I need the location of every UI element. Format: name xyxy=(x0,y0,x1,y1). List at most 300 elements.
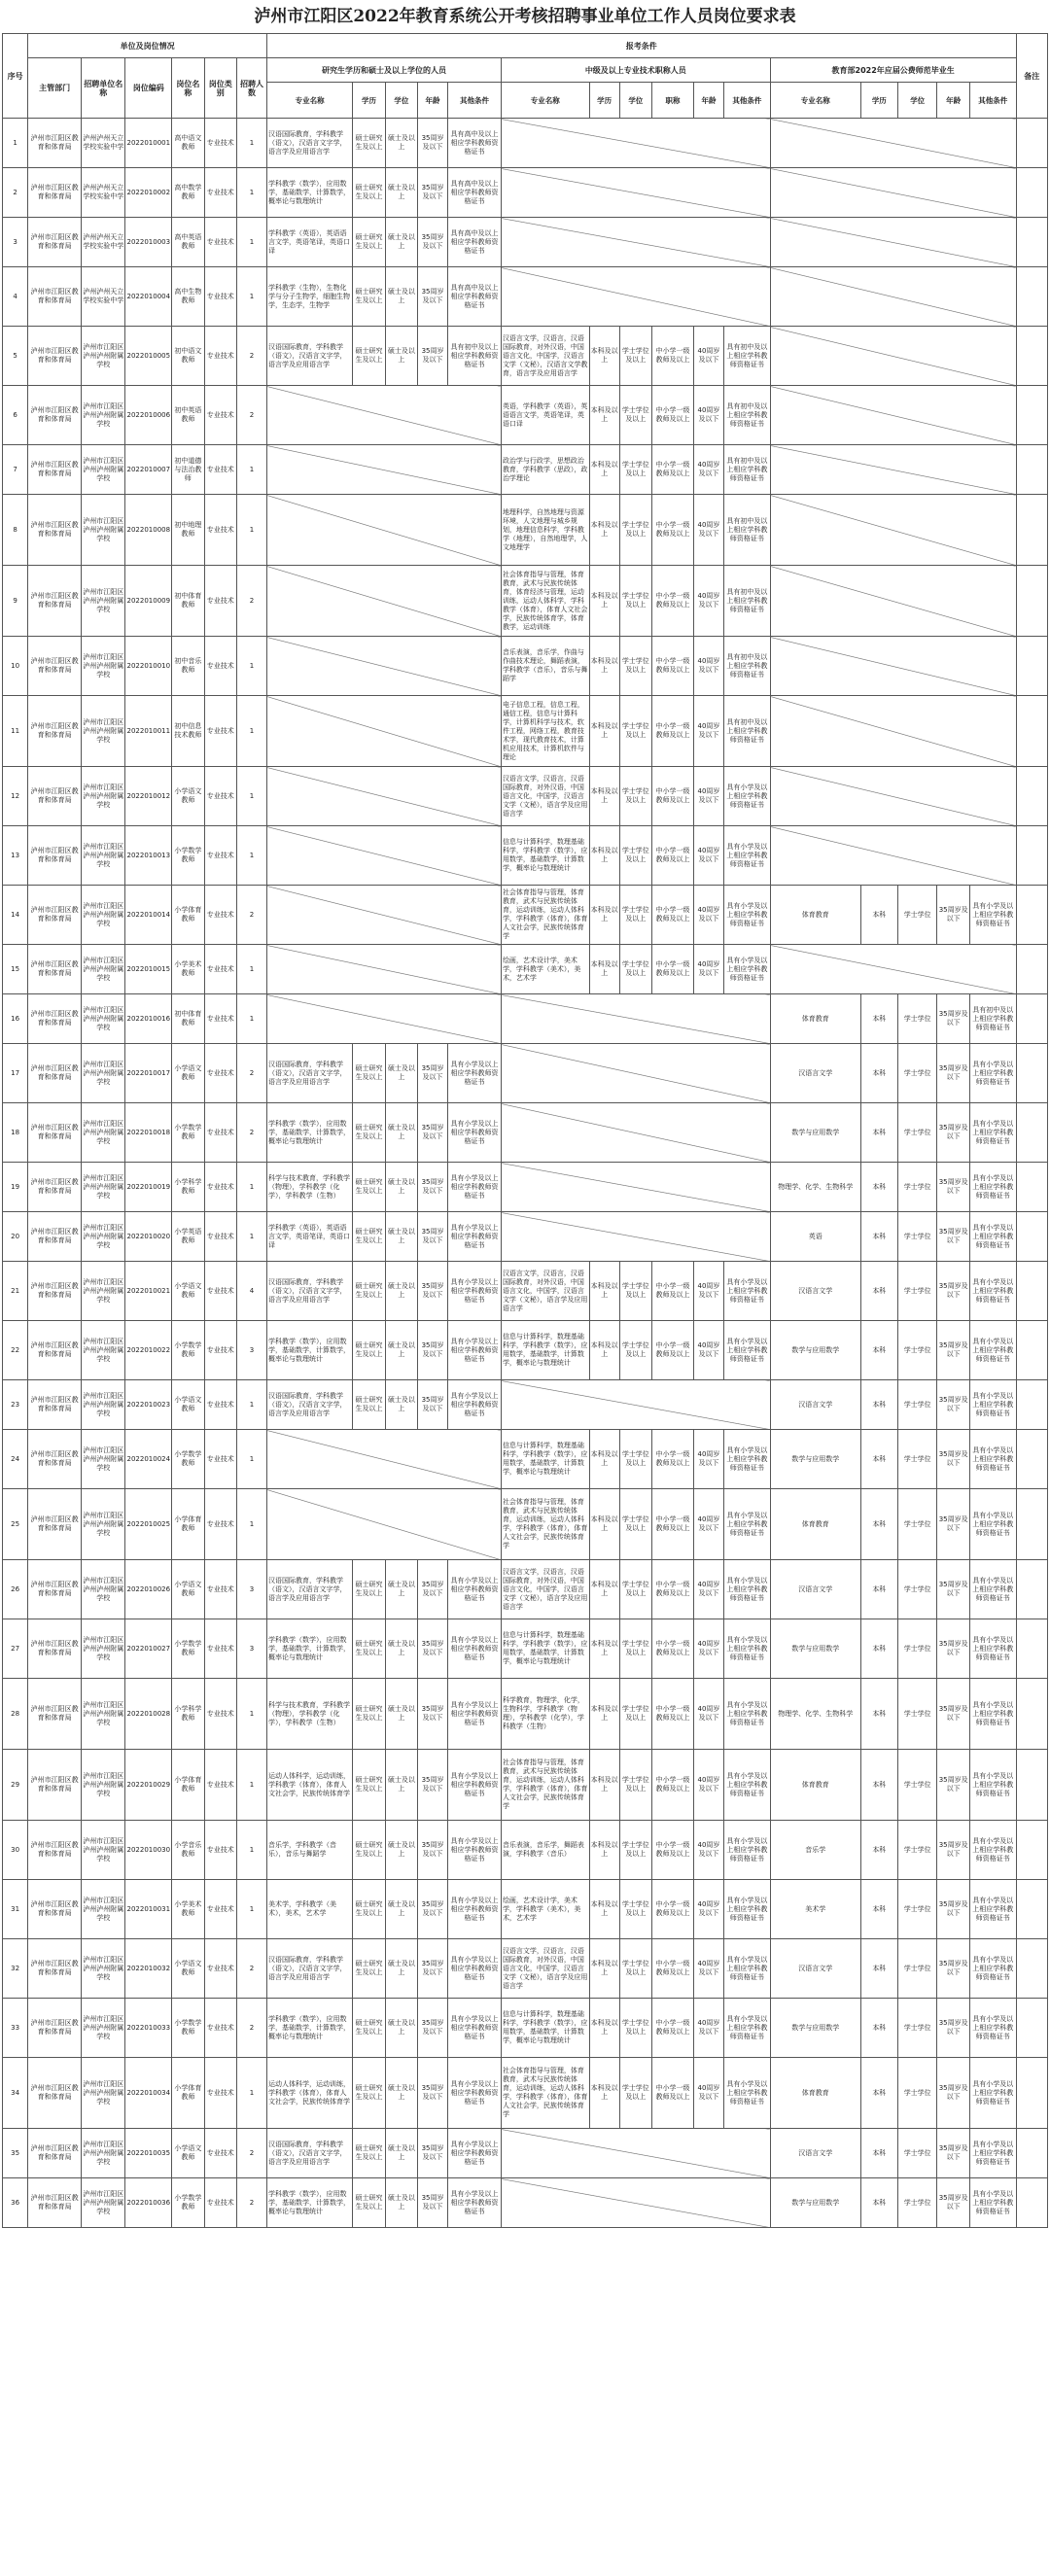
cell-major-1: 汉语国际教育，学科教学（语文），汉语言文字学，语言学及应用语言学 xyxy=(266,2129,352,2178)
cell-unit: 泸州市江阳区泸州泸州附属学校 xyxy=(82,327,125,386)
cell-major-2: 信息与计算科学，数理基础科学，学科教学（数学），应用数学，基础数学，计算数学，概率论与数理统计 xyxy=(501,826,589,886)
cell-other-3: 具有小学及以上相应学科教师资格证书 xyxy=(969,1489,1016,1560)
cell-major-2: 汉语言文学，汉语言，汉语国际教育，对外汉语，中国语言文化，中国学，汉语言文学（文秘），语言学及应用语言学 xyxy=(501,767,589,826)
cell-count: 1 xyxy=(236,168,266,218)
cell-other-3: 具有小学及以上相应学科教师资格证书 xyxy=(969,1163,1016,1212)
cell-degree-1: 硕士及以上 xyxy=(385,2129,417,2178)
cell-dept: 泸州市江阳区教育和体育局 xyxy=(28,994,82,1044)
cell-count: 1 xyxy=(236,1489,266,1560)
cell-age-3: 35周岁及以下 xyxy=(937,1679,969,1750)
cell-major-2: 信息与计算科学，数理基础科学，学科教学（数学），应用数学，基础数学，计算数学，概率论与数理统计 xyxy=(501,1321,589,1380)
cell-degree-3: 学士学位 xyxy=(897,1750,937,1821)
cell-other-3: 具有小学及以上相应学科教师资格证书 xyxy=(969,1560,1016,1619)
cell-other-2: 具有初中及以上相应学科教师资格证书 xyxy=(723,327,770,386)
col-degree-3: 学位 xyxy=(897,83,937,119)
cell-dept: 泸州市江阳区教育和体育局 xyxy=(28,637,82,696)
cell-other-3: 具有小学及以上相应学科教师资格证书 xyxy=(969,2058,1016,2129)
cell-dept: 泸州市江阳区教育和体育局 xyxy=(28,767,82,826)
cell-major-3: 美术学 xyxy=(770,1880,860,1939)
cell-post-name: 初中英语教师 xyxy=(172,386,204,445)
cell-title-2: 中小学一级教师及以上 xyxy=(652,1489,694,1560)
cell-seq: 15 xyxy=(3,945,28,994)
cell-seq: 16 xyxy=(3,994,28,1044)
col-age-2: 年龄 xyxy=(693,83,723,119)
cell-degree-1: 硕士及以上 xyxy=(385,1880,417,1939)
cell-count: 1 xyxy=(236,1380,266,1430)
cell-other-3: 具有初中及以上相应学科教师资格证书 xyxy=(969,994,1016,1044)
cell-dept: 泸州市江阳区教育和体育局 xyxy=(28,826,82,886)
cell-unit: 泸州市江阳区泸州泸州附属学校 xyxy=(82,1163,125,1212)
cell-seq: 31 xyxy=(3,1880,28,1939)
cell-other-3: 具有小学及以上相应学科教师资格证书 xyxy=(969,1212,1016,1262)
cell-code: 2022010010 xyxy=(125,637,172,696)
cell-dept: 泸州市江阳区教育和体育局 xyxy=(28,2178,82,2228)
col-edu-3: 学历 xyxy=(860,83,897,119)
cell-code: 2022010024 xyxy=(125,1430,172,1489)
cell-other-3: 具有小学及以上相应学科教师资格证书 xyxy=(969,1103,1016,1163)
cell-edu-3: 本科 xyxy=(860,1044,897,1103)
cell-other-2: 具有小学及以上相应学科教师资格证书 xyxy=(723,1679,770,1750)
cell-post-name: 小学语文教师 xyxy=(172,1939,204,1999)
cell-major-2: 社会体育指导与管理，体育教育，武术与民族传统体育，运动训练，运动人体科学，学科教学（体育），体育人文社会学，民族传统体育学 xyxy=(501,1489,589,1560)
cell-dept: 泸州市江阳区教育和体育局 xyxy=(28,1999,82,2058)
cell-count: 1 xyxy=(236,826,266,886)
cell-degree-3: 学士学位 xyxy=(897,1939,937,1999)
table-row xyxy=(3,945,1048,994)
cell-code: 2022010019 xyxy=(125,1163,172,1212)
cell-age-3: 35周岁及以下 xyxy=(937,1999,969,2058)
cell-major-2: 音乐表演，音乐学，舞蹈表演，学科教学（音乐） xyxy=(501,1821,589,1880)
cell-edu-1: 硕士研究生及以上 xyxy=(353,1679,385,1750)
table-row xyxy=(3,566,1048,637)
cell-code: 2022010025 xyxy=(125,1489,172,1560)
cell-age-3: 35周岁及以下 xyxy=(937,1750,969,1821)
cell-title-2: 中小学一级教师及以上 xyxy=(652,1679,694,1750)
cell-unit: 泸州泸州天立学校实验中学 xyxy=(82,267,125,327)
cell-major-1: 汉语国际教育，学科教学（语文），汉语言文字学，语言学及应用语言学 xyxy=(266,1380,352,1430)
table-body xyxy=(3,119,1048,2228)
cell-major-2: 地理科学，自然地理与资源环境，人文地理与城乡规划，地理信息科学，学科教学（地理），自然地理学，人文地理学 xyxy=(501,495,589,566)
cell-edu-1: 硕士研究生及以上 xyxy=(353,2178,385,2228)
cell-seq: 4 xyxy=(3,267,28,327)
cell-edu-3: 本科 xyxy=(860,1821,897,1880)
cell-other-1: 具有小学及以上相应学科教师资格证书 xyxy=(448,1262,502,1321)
col-dept: 主管部门 xyxy=(28,58,82,119)
table-row xyxy=(3,1489,1048,1560)
cell-unit: 泸州市江阳区泸州泸州附属学校 xyxy=(82,696,125,767)
cell-other-2: 具有小学及以上相应学科教师资格证书 xyxy=(723,945,770,994)
col-edu-1: 学历 xyxy=(353,83,385,119)
cell-count: 3 xyxy=(236,1321,266,1380)
cell-other-2: 具有小学及以上相应学科教师资格证书 xyxy=(723,1821,770,1880)
cell-degree-1: 硕士及以上 xyxy=(385,1939,417,1999)
cell-major-3: 音乐学 xyxy=(770,1821,860,1880)
cell-seq: 28 xyxy=(3,1679,28,1750)
cell-count: 2 xyxy=(236,1103,266,1163)
cell-dept: 泸州市江阳区教育和体育局 xyxy=(28,445,82,495)
cell-seq: 27 xyxy=(3,1619,28,1679)
cell-degree-3: 学士学位 xyxy=(897,1999,937,2058)
cell-age-1: 35周岁及以下 xyxy=(418,1103,448,1163)
cell-other-3: 具有小学及以上相应学科教师资格证书 xyxy=(969,1880,1016,1939)
table-row xyxy=(3,826,1048,886)
cell-other-1: 具有小学及以上相应学科教师资格证书 xyxy=(448,1880,502,1939)
cell-remarks xyxy=(1016,1821,1047,1880)
cell-other-2: 具有小学及以上相应学科教师资格证书 xyxy=(723,1430,770,1489)
cell-major-1: 运动人体科学，运动训练，学科教学（体育），体育人文社会学，民族传统体育学 xyxy=(266,1750,352,1821)
cell-age-2: 40周岁及以下 xyxy=(693,1750,723,1821)
cell-count: 1 xyxy=(236,445,266,495)
cell-other-1: 具有初中及以上相应学科教师资格证书 xyxy=(448,327,502,386)
table-row xyxy=(3,1163,1048,1212)
cell-code: 2022010031 xyxy=(125,1880,172,1939)
cell-age-2: 40周岁及以下 xyxy=(693,1262,723,1321)
cell-grad-na xyxy=(266,767,501,826)
cell-post-type: 专业技术 xyxy=(204,119,236,168)
cell-dept: 泸州市江阳区教育和体育局 xyxy=(28,267,82,327)
cell-post-name: 小学体育教师 xyxy=(172,2058,204,2129)
cell-count: 1 xyxy=(236,1212,266,1262)
cell-code: 2022010016 xyxy=(125,994,172,1044)
cell-edu-1: 硕士研究生及以上 xyxy=(353,1880,385,1939)
cell-titled-na xyxy=(501,1163,770,1212)
cell-edu-2: 本科及以上 xyxy=(589,1262,619,1321)
cell-title-2: 中小学一级教师及以上 xyxy=(652,1262,694,1321)
cell-dept: 泸州市江阳区教育和体育局 xyxy=(28,1750,82,1821)
cell-major-1: 学科教学（英语），英语语言文学，英语笔译，英语口译 xyxy=(266,1212,352,1262)
cell-post-type: 专业技术 xyxy=(204,1163,236,1212)
cell-age-1: 35周岁及以下 xyxy=(418,1044,448,1103)
cell-seq: 11 xyxy=(3,696,28,767)
cell-other-2: 具有初中及以上相应学科教师资格证书 xyxy=(723,445,770,495)
cell-dept: 泸州市江阳区教育和体育局 xyxy=(28,1103,82,1163)
cell-grad-na xyxy=(266,566,501,637)
cell-title-2: 中小学一级教师及以上 xyxy=(652,1619,694,1679)
cell-major-1: 汉语国际教育，学科教学（语文），汉语言文字学，语言学及应用语言学 xyxy=(266,1939,352,1999)
cell-other-1: 具有小学及以上相应学科教师资格证书 xyxy=(448,2178,502,2228)
cell-post-type: 专业技术 xyxy=(204,2178,236,2228)
cell-major-1: 汉语国际教育，学科教学（语文），汉语言文字学，语言学及应用语言学 xyxy=(266,327,352,386)
cell-edu-1: 硕士研究生及以上 xyxy=(353,218,385,267)
cell-major-1: 学科教学（英语），英语语言文学，英语笔译，英语口译 xyxy=(266,218,352,267)
cell-remarks xyxy=(1016,1939,1047,1999)
cell-remarks xyxy=(1016,1212,1047,1262)
cell-count: 2 xyxy=(236,1939,266,1999)
cell-age-1: 35周岁及以下 xyxy=(418,1560,448,1619)
cell-age-1: 35周岁及以下 xyxy=(418,1380,448,1430)
cell-age-2: 40周岁及以下 xyxy=(693,826,723,886)
col-post-name: 岗位名称 xyxy=(172,58,204,119)
cell-seq: 23 xyxy=(3,1380,28,1430)
cell-edu-2: 本科及以上 xyxy=(589,2058,619,2129)
cell-grad-na xyxy=(266,445,501,495)
cell-dept: 泸州市江阳区教育和体育局 xyxy=(28,1560,82,1619)
cell-grad-na xyxy=(266,886,501,945)
cell-titled-na xyxy=(501,218,770,267)
cell-unit: 泸州市江阳区泸州泸州附属学校 xyxy=(82,994,125,1044)
col-major-3: 专业名称 xyxy=(770,83,860,119)
cell-unit: 泸州市江阳区泸州泸州附属学校 xyxy=(82,637,125,696)
cell-normal-na xyxy=(770,696,1016,767)
cell-major-1: 学科教学（数学），应用数学，基础数学，计算数学，概率论与数理统计 xyxy=(266,1999,352,2058)
cell-seq: 29 xyxy=(3,1750,28,1821)
cell-edu-3: 本科 xyxy=(860,1380,897,1430)
col-post-type: 岗位类别 xyxy=(204,58,236,119)
cell-degree-2: 学士学位及以上 xyxy=(619,1750,651,1821)
cell-major-1: 学科教学（数学），应用数学，基础数学，计算数学，概率论与数理统计 xyxy=(266,1619,352,1679)
cell-other-2: 具有小学及以上相应学科教师资格证书 xyxy=(723,1619,770,1679)
cell-code: 2022010033 xyxy=(125,1999,172,2058)
cell-other-2: 具有小学及以上相应学科教师资格证书 xyxy=(723,1489,770,1560)
cell-post-type: 专业技术 xyxy=(204,1619,236,1679)
cell-dept: 泸州市江阳区教育和体育局 xyxy=(28,327,82,386)
cell-degree-3: 学士学位 xyxy=(897,1163,937,1212)
table-row xyxy=(3,1262,1048,1321)
cell-degree-2: 学士学位及以上 xyxy=(619,696,651,767)
cell-edu-1: 硕士研究生及以上 xyxy=(353,1103,385,1163)
cell-other-1: 具有小学及以上相应学科教师资格证书 xyxy=(448,1999,502,2058)
cell-other-3: 具有小学及以上相应学科教师资格证书 xyxy=(969,1750,1016,1821)
cell-code: 2022010007 xyxy=(125,445,172,495)
cell-major-3: 汉语言文学 xyxy=(770,2129,860,2178)
cell-degree-1: 硕士及以上 xyxy=(385,1999,417,2058)
cell-other-3: 具有小学及以上相应学科教师资格证书 xyxy=(969,2178,1016,2228)
cell-other-2: 具有小学及以上相应学科教师资格证书 xyxy=(723,1750,770,1821)
col-unit: 招聘单位名称 xyxy=(82,58,125,119)
cell-edu-3: 本科 xyxy=(860,2178,897,2228)
cell-degree-2: 学士学位及以上 xyxy=(619,637,651,696)
table-row xyxy=(3,1619,1048,1679)
cell-remarks xyxy=(1016,1679,1047,1750)
cell-title-2: 中小学一级教师及以上 xyxy=(652,1750,694,1821)
cell-degree-3: 学士学位 xyxy=(897,2178,937,2228)
cell-edu-1: 硕士研究生及以上 xyxy=(353,1163,385,1212)
cell-post-name: 小学语文教师 xyxy=(172,767,204,826)
cell-major-2: 信息与计算科学，数理基础科学，学科教学（数学），应用数学，基础数学，计算数学，概率论与数理统计 xyxy=(501,1999,589,2058)
cell-degree-2: 学士学位及以上 xyxy=(619,826,651,886)
cell-other-1: 具有小学及以上相应学科教师资格证书 xyxy=(448,1939,502,1999)
cell-unit: 泸州市江阳区泸州泸州附属学校 xyxy=(82,767,125,826)
cell-dept: 泸州市江阳区教育和体育局 xyxy=(28,386,82,445)
cell-age-1: 35周岁及以下 xyxy=(418,327,448,386)
cell-normal-na xyxy=(770,267,1016,327)
cell-edu-2: 本科及以上 xyxy=(589,886,619,945)
cell-major-1: 汉语国际教育，学科教学（语文），汉语言文字学，语言学及应用语言学 xyxy=(266,1560,352,1619)
col-age-3: 年龄 xyxy=(937,83,969,119)
cell-edu-2: 本科及以上 xyxy=(589,1999,619,2058)
cell-age-3: 35周岁及以下 xyxy=(937,994,969,1044)
cell-seq: 21 xyxy=(3,1262,28,1321)
table-row xyxy=(3,327,1048,386)
cell-major-2: 信息与计算科学，数理基础科学，学科教学（数学），应用数学，基础数学，计算数学，概率论与数理统计 xyxy=(501,1619,589,1679)
cell-post-type: 专业技术 xyxy=(204,218,236,267)
cell-unit: 泸州市江阳区泸州泸州附属学校 xyxy=(82,1212,125,1262)
cell-degree-3: 学士学位 xyxy=(897,1619,937,1679)
cell-major-1: 学科教学（数学），应用数学，基础数学，计算数学，概率论与数理统计 xyxy=(266,168,352,218)
cell-major-3: 体育教育 xyxy=(770,994,860,1044)
cell-edu-1: 硕士研究生及以上 xyxy=(353,2058,385,2129)
cell-degree-3: 学士学位 xyxy=(897,1679,937,1750)
cell-major-3: 体育教育 xyxy=(770,2058,860,2129)
cell-title-2: 中小学一级教师及以上 xyxy=(652,945,694,994)
cell-code: 2022010034 xyxy=(125,2058,172,2129)
cell-major-3: 汉语言文学 xyxy=(770,1044,860,1103)
cell-seq: 34 xyxy=(3,2058,28,2129)
cell-major-1: 运动人体科学，运动训练，学科教学（体育），体育人文社会学，民族传统体育学 xyxy=(266,2058,352,2129)
cell-other-1: 具有高中及以上相应学科教师资格证书 xyxy=(448,168,502,218)
cell-seq: 6 xyxy=(3,386,28,445)
cell-age-1: 35周岁及以下 xyxy=(418,1999,448,2058)
cell-code: 2022010017 xyxy=(125,1044,172,1103)
cell-major-3: 数学与应用数学 xyxy=(770,1999,860,2058)
cell-title-2: 中小学一级教师及以上 xyxy=(652,767,694,826)
cell-post-name: 小学数学教师 xyxy=(172,2178,204,2228)
cell-post-type: 专业技术 xyxy=(204,386,236,445)
cell-title-2: 中小学一级教师及以上 xyxy=(652,445,694,495)
cell-age-1: 35周岁及以下 xyxy=(418,1619,448,1679)
cell-edu-3: 本科 xyxy=(860,994,897,1044)
cell-post-type: 专业技术 xyxy=(204,1939,236,1999)
cell-other-1: 具有小学及以上相应学科教师资格证书 xyxy=(448,1619,502,1679)
cell-edu-1: 硕士研究生及以上 xyxy=(353,119,385,168)
cell-degree-2: 学士学位及以上 xyxy=(619,1880,651,1939)
cell-age-1: 35周岁及以下 xyxy=(418,1939,448,1999)
cell-grad-na xyxy=(266,994,501,1044)
cell-seq: 35 xyxy=(3,2129,28,2178)
cell-grad-na xyxy=(266,1489,501,1560)
table-row xyxy=(3,1750,1048,1821)
cell-major-3: 汉语言文学 xyxy=(770,1939,860,1999)
cell-count: 1 xyxy=(236,2058,266,2129)
table-row xyxy=(3,886,1048,945)
cell-post-type: 专业技术 xyxy=(204,994,236,1044)
cell-seq: 12 xyxy=(3,767,28,826)
cell-dept: 泸州市江阳区教育和体育局 xyxy=(28,886,82,945)
cell-seq: 24 xyxy=(3,1430,28,1489)
cell-other-1: 具有小学及以上相应学科教师资格证书 xyxy=(448,2058,502,2129)
cell-count: 2 xyxy=(236,1999,266,2058)
cell-other-1: 具有小学及以上相应学科教师资格证书 xyxy=(448,1750,502,1821)
cell-other-3: 具有小学及以上相应学科教师资格证书 xyxy=(969,1619,1016,1679)
cell-age-2: 40周岁及以下 xyxy=(693,945,723,994)
cell-post-type: 专业技术 xyxy=(204,1999,236,2058)
cell-code: 2022010028 xyxy=(125,1679,172,1750)
col-degree-2: 学位 xyxy=(619,83,651,119)
cell-edu-3: 本科 xyxy=(860,1880,897,1939)
cell-age-3: 35周岁及以下 xyxy=(937,1321,969,1380)
cell-major-3: 体育教育 xyxy=(770,1750,860,1821)
cell-other-1: 具有小学及以上相应学科教师资格证书 xyxy=(448,1560,502,1619)
col-degree-1: 学位 xyxy=(385,83,417,119)
cell-post-name: 小学科学教师 xyxy=(172,1163,204,1212)
cell-normal-na xyxy=(770,826,1016,886)
cell-degree-3: 学士学位 xyxy=(897,2058,937,2129)
cell-seq: 3 xyxy=(3,218,28,267)
cell-unit: 泸州市江阳区泸州泸州附属学校 xyxy=(82,1821,125,1880)
cell-unit: 泸州市江阳区泸州泸州附属学校 xyxy=(82,1380,125,1430)
cell-unit: 泸州泸州天立学校实验中学 xyxy=(82,119,125,168)
cell-edu-3: 本科 xyxy=(860,1489,897,1560)
cell-seq: 20 xyxy=(3,1212,28,1262)
cell-major-3: 英语 xyxy=(770,1212,860,1262)
cell-major-2: 汉语言文学，汉语言，汉语国际教育，对外汉语，中国语言文化，中国学，汉语言文学（文秘），汉语言文学教育，语言学及应用语言学 xyxy=(501,327,589,386)
cell-other-2: 具有小学及以上相应学科教师资格证书 xyxy=(723,1321,770,1380)
cell-code: 2022010008 xyxy=(125,495,172,566)
cell-remarks xyxy=(1016,1044,1047,1103)
cell-degree-1: 硕士及以上 xyxy=(385,1380,417,1430)
cell-edu-2: 本科及以上 xyxy=(589,1821,619,1880)
cell-code: 2022010014 xyxy=(125,886,172,945)
cell-normal-na xyxy=(770,945,1016,994)
cell-age-2: 40周岁及以下 xyxy=(693,1619,723,1679)
cell-other-1: 具有小学及以上相应学科教师资格证书 xyxy=(448,1044,502,1103)
cell-code: 2022010020 xyxy=(125,1212,172,1262)
cell-edu-1: 硕士研究生及以上 xyxy=(353,1212,385,1262)
cell-seq: 26 xyxy=(3,1560,28,1619)
cell-degree-1: 硕士及以上 xyxy=(385,1750,417,1821)
cell-other-3: 具有小学及以上相应学科教师资格证书 xyxy=(969,1044,1016,1103)
cell-seq: 19 xyxy=(3,1163,28,1212)
cell-seq: 17 xyxy=(3,1044,28,1103)
table-row xyxy=(3,495,1048,566)
cell-count: 1 xyxy=(236,218,266,267)
cell-title-2: 中小学一级教师及以上 xyxy=(652,886,694,945)
table-row xyxy=(3,696,1048,767)
cell-major-1: 学科教学（数学），应用数学，基础数学，计算数学，概率论与数理统计 xyxy=(266,1103,352,1163)
cell-other-2: 具有初中及以上相应学科教师资格证书 xyxy=(723,495,770,566)
cell-remarks xyxy=(1016,2129,1047,2178)
cell-count: 2 xyxy=(236,2178,266,2228)
cell-other-2: 具有初中及以上相应学科教师资格证书 xyxy=(723,637,770,696)
cell-degree-1: 硕士及以上 xyxy=(385,327,417,386)
cell-age-3: 35周岁及以下 xyxy=(937,1212,969,1262)
cell-degree-1: 硕士及以上 xyxy=(385,1560,417,1619)
cell-post-type: 专业技术 xyxy=(204,1560,236,1619)
cell-dept: 泸州市江阳区教育和体育局 xyxy=(28,945,82,994)
table-row xyxy=(3,637,1048,696)
cell-degree-2: 学士学位及以上 xyxy=(619,1999,651,2058)
cell-edu-3: 本科 xyxy=(860,1619,897,1679)
cell-age-3: 35周岁及以下 xyxy=(937,1103,969,1163)
cell-count: 3 xyxy=(236,1619,266,1679)
table-row xyxy=(3,386,1048,445)
table-row xyxy=(3,1430,1048,1489)
cell-age-1: 35周岁及以下 xyxy=(418,267,448,327)
cell-other-3: 具有小学及以上相应学科教师资格证书 xyxy=(969,2129,1016,2178)
cell-major-3: 数学与应用数学 xyxy=(770,1103,860,1163)
cell-edu-3: 本科 xyxy=(860,1163,897,1212)
cell-post-type: 专业技术 xyxy=(204,826,236,886)
cell-degree-3: 学士学位 xyxy=(897,1489,937,1560)
cell-seq: 30 xyxy=(3,1821,28,1880)
cell-seq: 2 xyxy=(3,168,28,218)
cell-normal-na xyxy=(770,445,1016,495)
cell-major-3: 汉语言文学 xyxy=(770,1262,860,1321)
cell-code: 2022010011 xyxy=(125,696,172,767)
cell-count: 1 xyxy=(236,945,266,994)
cell-post-name: 初中体育教师 xyxy=(172,994,204,1044)
cell-remarks xyxy=(1016,1489,1047,1560)
cell-post-type: 专业技术 xyxy=(204,2058,236,2129)
table-row xyxy=(3,1821,1048,1880)
cell-unit: 泸州市江阳区泸州泸州附属学校 xyxy=(82,1939,125,1999)
cell-other-1: 具有小学及以上相应学科教师资格证书 xyxy=(448,1821,502,1880)
cell-dept: 泸州市江阳区教育和体育局 xyxy=(28,168,82,218)
cell-major-3: 数学与应用数学 xyxy=(770,2178,860,2228)
cell-major-2: 汉语言文学，汉语言，汉语国际教育，对外汉语，中国语言文化，中国学，汉语言文学（文秘），语言学及应用语言学 xyxy=(501,1262,589,1321)
cell-age-3: 35周岁及以下 xyxy=(937,1489,969,1560)
col-edu-2: 学历 xyxy=(589,83,619,119)
